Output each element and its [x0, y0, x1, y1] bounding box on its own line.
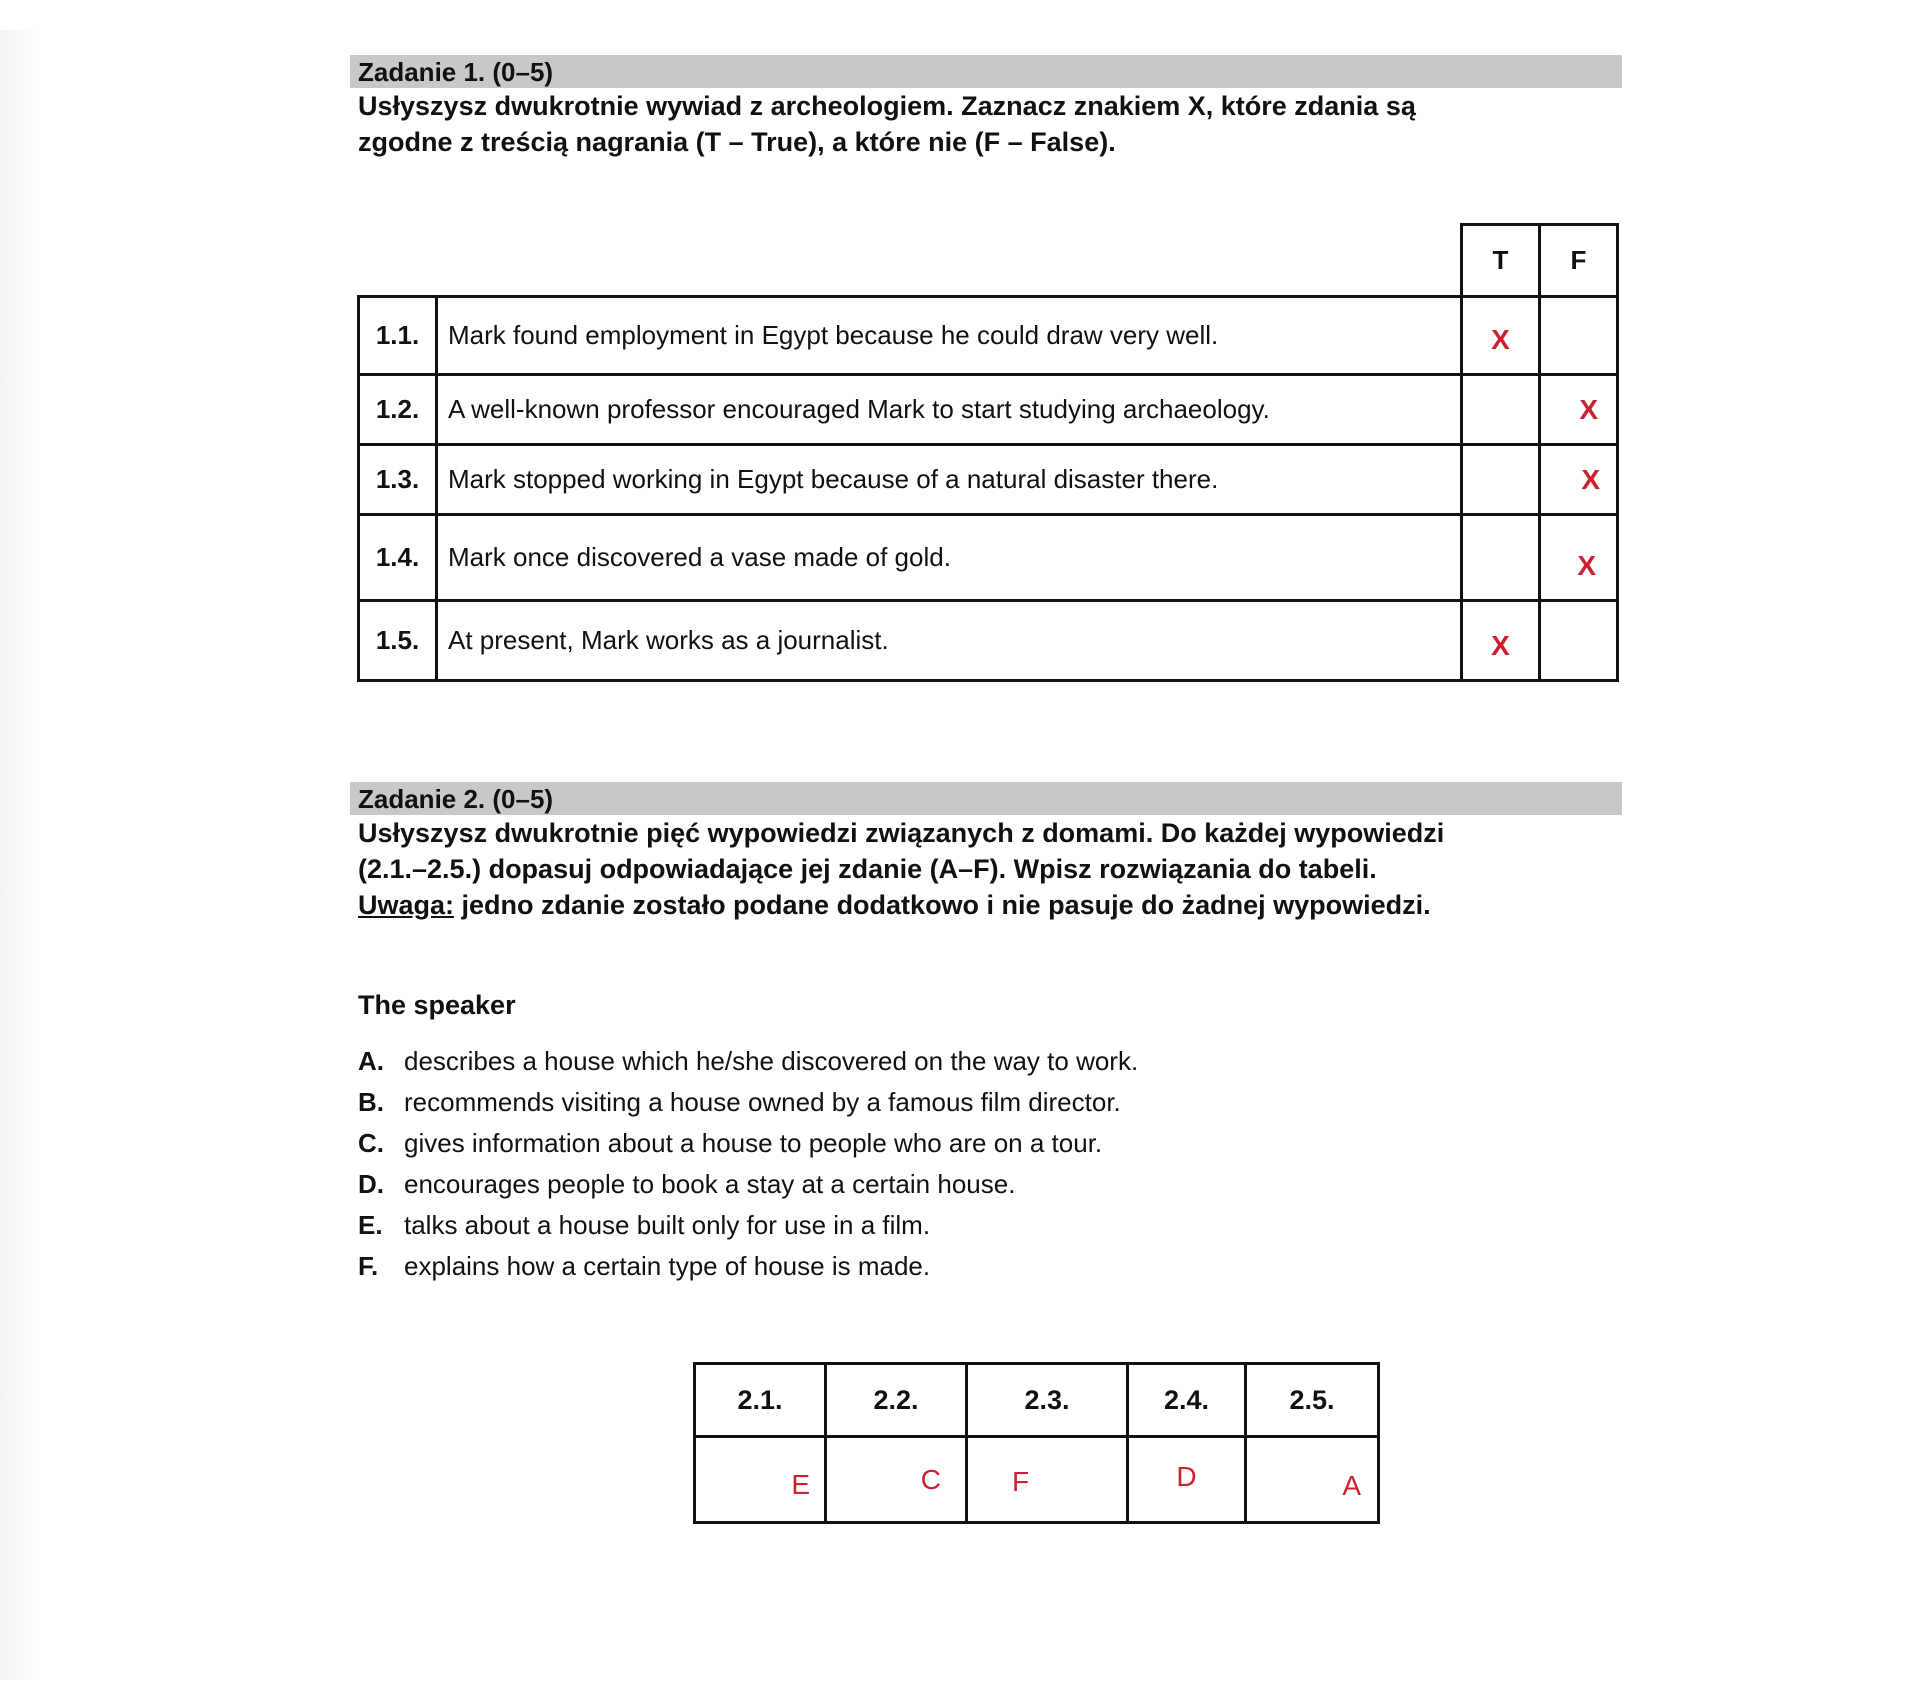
statement-text: Mark once discovered a vase made of gold. [437, 515, 1462, 601]
answer-cell[interactable]: F [967, 1437, 1128, 1523]
option-text: gives information about a house to people who are on a tour. [404, 1128, 1103, 1158]
answer-row [695, 1437, 1379, 1523]
statement-number: 1.1. [359, 297, 437, 375]
statement-number: 1.2. [359, 375, 437, 445]
option-list [350, 1041, 1622, 1287]
true-cell[interactable] [1462, 515, 1540, 601]
list-item [358, 1246, 1622, 1287]
option-text: recommends visiting a house owned by a famous film director. [404, 1087, 1121, 1117]
answer-header-row [695, 1364, 1379, 1437]
answer-header: 2.5. [1246, 1364, 1379, 1437]
task1-header: Zadanie 1. (0–5) [350, 55, 1622, 88]
exam-page [350, 55, 1622, 1524]
option-text: describes a house which he/she discovered on the way to work. [404, 1046, 1139, 1076]
speaker-title: The speaker [358, 990, 516, 1020]
task1-instruction-line1: Usłyszysz dwukrotnie wywiad z archeologiem. Zaznacz znakiem X, które zdania są [358, 91, 1416, 121]
option-letter: A. [358, 1046, 384, 1076]
false-cell[interactable]: X [1540, 515, 1618, 601]
statement-number: 1.4. [359, 515, 437, 601]
option-text: talks about a house built only for use in a film. [404, 1210, 931, 1240]
statement-text: Mark found employment in Egypt because he could draw very well. [437, 297, 1462, 375]
task2-note [358, 887, 1622, 923]
option-letter: E. [358, 1210, 383, 1240]
table-row [359, 297, 1618, 375]
true-false-table [357, 223, 1619, 682]
note-label: Uwaga: [358, 890, 455, 920]
list-item [358, 1082, 1622, 1123]
option-letter: B. [358, 1087, 384, 1117]
task2-instructions [350, 815, 1622, 923]
list-item [358, 1041, 1622, 1082]
table-row [359, 601, 1618, 681]
column-t-header: T [1462, 225, 1540, 297]
false-cell[interactable] [1540, 297, 1618, 375]
task2-header: Zadanie 2. (0–5) [350, 782, 1622, 815]
true-false-table-wrap [357, 223, 1622, 682]
true-cell[interactable] [1462, 375, 1540, 445]
task2-section [350, 782, 1622, 1524]
tf-header-row [359, 225, 1618, 297]
note-text: jedno zdanie zostało podane dodatkowo i nie pasuje do żadnej wypowiedzi. [454, 890, 1431, 920]
option-text: encourages people to book a stay at a certain house. [404, 1169, 1016, 1199]
false-cell[interactable]: X [1540, 445, 1618, 515]
true-cell[interactable] [1462, 445, 1540, 515]
left-edge-shadow [0, 30, 42, 1680]
column-f-header: F [1540, 225, 1618, 297]
answer-header: 2.1. [695, 1364, 826, 1437]
option-letter: C. [358, 1128, 384, 1158]
statement-text: At present, Mark works as a journalist. [437, 601, 1462, 681]
answer-cell[interactable]: D [1128, 1437, 1246, 1523]
statement-number: 1.5. [359, 601, 437, 681]
answer-header: 2.2. [826, 1364, 967, 1437]
list-item [358, 1205, 1622, 1246]
statement-text: Mark stopped working in Egypt because of a natural disaster there. [437, 445, 1462, 515]
statement-number: 1.3. [359, 445, 437, 515]
task1-instructions [350, 88, 1622, 160]
answer-header: 2.4. [1128, 1364, 1246, 1437]
task1-instruction-line2: zgodne z treścią nagrania (T – True), a które nie (F – False). [358, 127, 1116, 157]
answer-header: 2.3. [967, 1364, 1128, 1437]
false-cell[interactable]: X [1540, 375, 1618, 445]
answer-cell[interactable]: E [695, 1437, 826, 1523]
task2-instruction-line1: Usłyszysz dwukrotnie pięć wypowiedzi związanych z domami. Do każdej wypowiedzi [358, 818, 1445, 848]
table-row [359, 515, 1618, 601]
option-letter: D. [358, 1169, 384, 1199]
true-cell[interactable]: X [1462, 601, 1540, 681]
list-item [358, 1164, 1622, 1205]
table-row [359, 445, 1618, 515]
answer-cell[interactable]: C [826, 1437, 967, 1523]
answer-table-wrap [693, 1362, 1622, 1524]
statement-text: A well-known professor encouraged Mark to start studying archaeology. [437, 375, 1462, 445]
task2-instruction-line2: (2.1.–2.5.) dopasuj odpowiadające jej zdanie (A–F). Wpisz rozwiązania do tabeli. [358, 854, 1377, 884]
answer-table [693, 1362, 1380, 1524]
false-cell[interactable] [1540, 601, 1618, 681]
answer-cell[interactable]: A [1246, 1437, 1379, 1523]
option-letter: F. [358, 1251, 379, 1281]
option-text: explains how a certain type of house is made. [404, 1251, 931, 1281]
list-item [358, 1123, 1622, 1164]
true-cell[interactable]: X [1462, 297, 1540, 375]
table-row [359, 375, 1618, 445]
